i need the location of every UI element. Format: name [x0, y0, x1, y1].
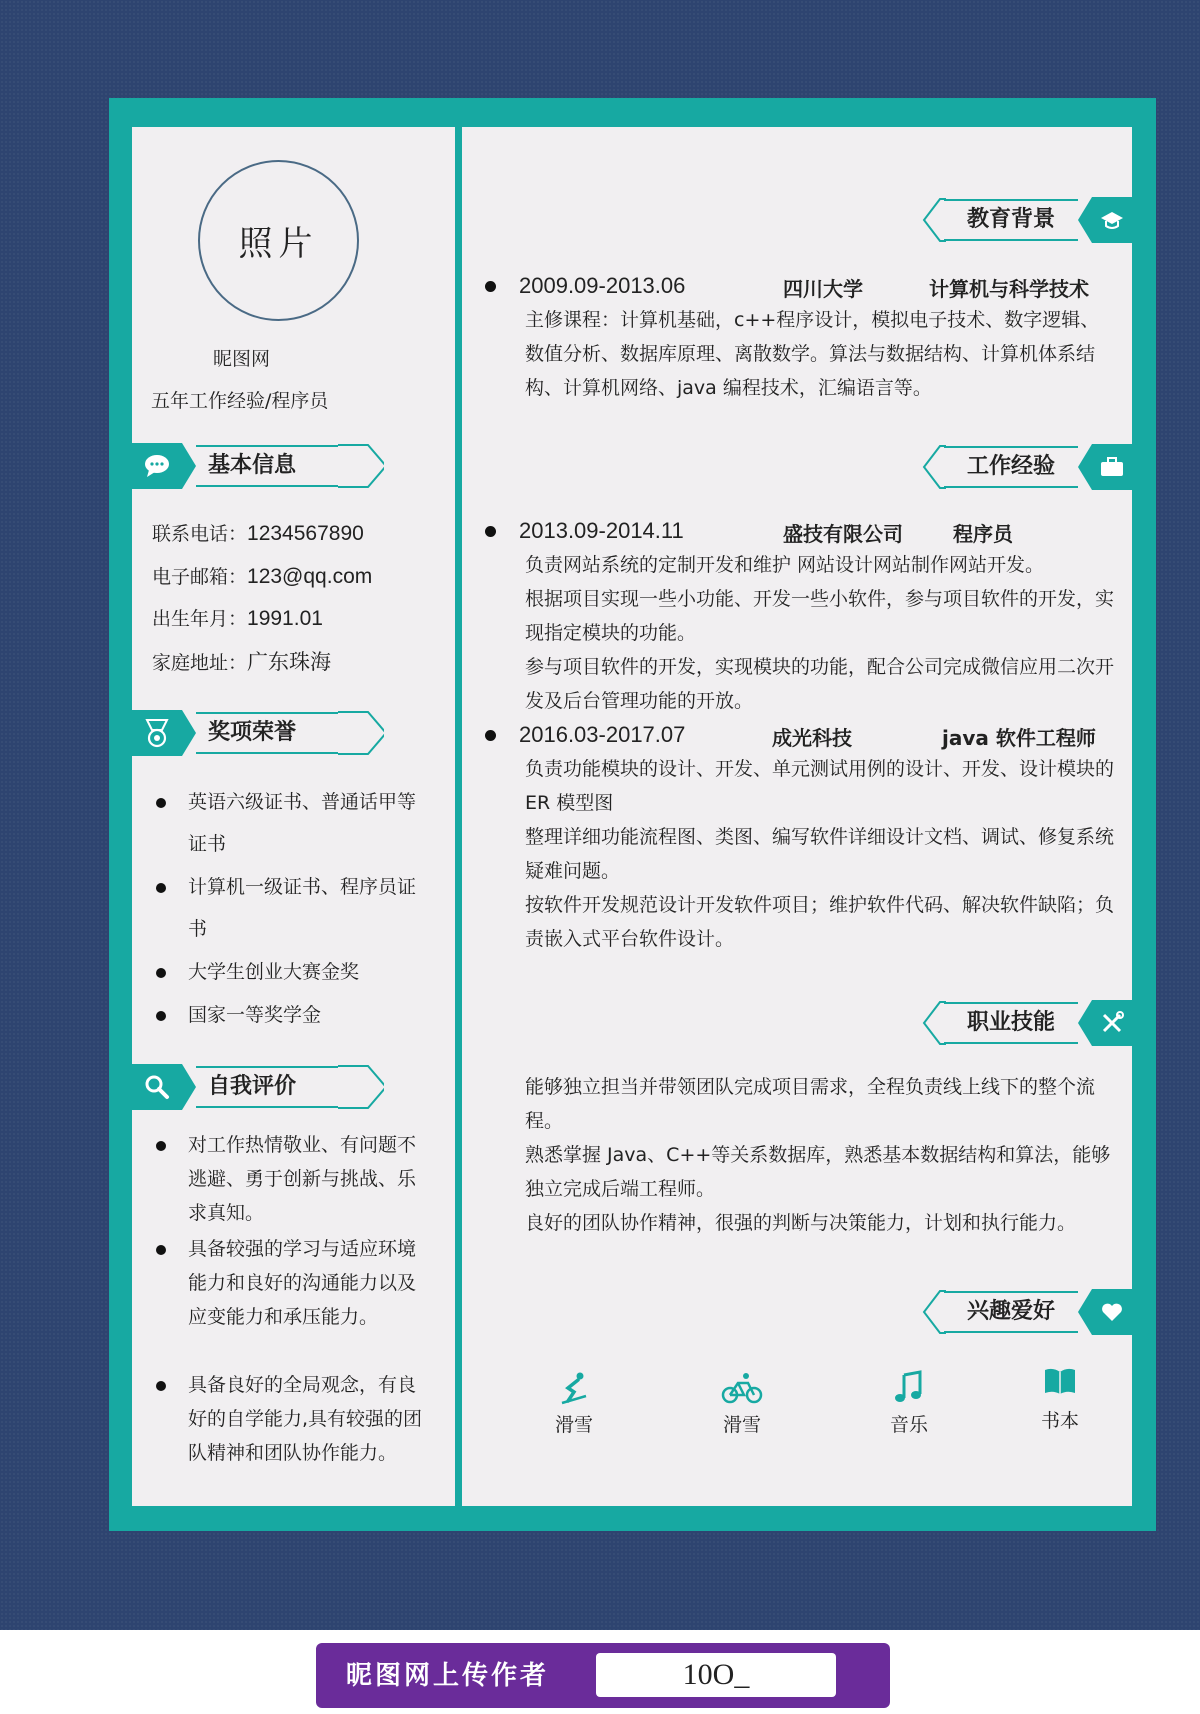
list-item: 具备良好的全局观念，有良好的自学能力,具有较强的团队精神和团队协作能力。	[188, 1368, 428, 1470]
hobby-item: 滑雪	[534, 1370, 614, 1437]
graduation-cap-icon	[1092, 197, 1132, 243]
medal-icon	[132, 710, 182, 756]
section-title: 兴趣爱好	[944, 1291, 1078, 1333]
section-title: 教育背景	[944, 199, 1078, 241]
info-email: 电子邮箱：123@qq.com	[152, 565, 373, 588]
ski-icon	[534, 1370, 614, 1410]
info-birth: 出生年月：1991.01	[152, 607, 323, 630]
entry-bullet	[485, 526, 496, 537]
entry-bullet	[485, 281, 496, 292]
section-title: 工作经验	[944, 446, 1078, 488]
list-item: 大学生创业大赛金奖	[188, 951, 433, 993]
uploader-label: 昵图网上传作者	[346, 1661, 550, 1691]
section-header-education	[922, 197, 1132, 243]
candidate-name: 昵图网	[213, 348, 271, 370]
work-entry-header: 2016.03-2017.07 成光科技 java 软件工程师	[519, 722, 1096, 750]
hobby-item: 滑雪	[702, 1370, 782, 1437]
work-description: 负责功能模块的设计、开发、单元测试用例的设计、开发、设计模块的 ER 模型图 整理详细功能流程图、类图、编写软件详细设计文档、调试、修复系统疑难问题。 按软件开发规范设计开发软件项目；维护软件代码、解决软件缺陷；负责嵌入式平台软件设计。	[525, 758, 1115, 950]
uploader-banner	[316, 1643, 890, 1708]
chat-bubble-icon	[132, 443, 182, 489]
section-title: 基本信息	[196, 445, 338, 487]
education-entry-header: 2009.09-2013.06 四川大学 计算机与科学技术	[519, 273, 1089, 301]
search-icon	[132, 1064, 182, 1110]
info-address: 家庭地址：广东珠海	[152, 651, 332, 674]
section-title: 奖项荣誉	[196, 712, 338, 754]
section-title: 自我评价	[196, 1066, 338, 1108]
list-item: 具备较强的学习与适应环境能力和良好的沟通能力以及应变能力和承压能力。	[188, 1232, 428, 1334]
uploader-name: 10O_	[596, 1653, 836, 1697]
work-description: 负责网站系统的定制开发和维护 网站设计网站制作网站开发。 根据项目实现一些小功能、开发一些小软件，参与项目软件的开发，实现指定模块的功能。 参与项目软件的开发，实现模块的功能，配合公司完成微信应用二次开发及后台管理功能的开放。	[525, 554, 1115, 712]
tools-icon	[1092, 1000, 1132, 1046]
photo-placeholder: 照片	[198, 160, 359, 321]
section-header-self-eval	[132, 1064, 342, 1110]
section-header-work	[922, 444, 1132, 490]
briefcase-icon	[1092, 444, 1132, 490]
list-item: 对工作热情敬业、有问题不逃避、勇于创新与挑战、乐求真知。	[188, 1128, 428, 1230]
bicycle-icon	[702, 1370, 782, 1410]
skills-description: 能够独立担当并带领团队完成项目需求，全程负责线上线下的整个流程。 熟悉掌握 Java、C++等关系数据库，熟悉基本数据结构和算法，能够独立完成后端工程师。 良好的团队协作精神，很强的判断与决策能力，计划和执行能力。	[525, 1076, 1111, 1234]
section-header-basic-info	[132, 443, 342, 489]
section-header-awards	[132, 710, 342, 756]
work-entry-header: 2013.09-2014.11 盛技有限公司 程序员	[519, 518, 1013, 546]
entry-bullet	[485, 730, 496, 741]
list-item: 英语六级证书、普通话甲等证书	[188, 781, 433, 865]
book-icon	[1020, 1366, 1100, 1406]
music-note-icon	[869, 1370, 949, 1410]
education-description: 主修课程：计算机基础，c++程序设计，模拟电子技术、数字逻辑、数值分析、数据库原理、离散数学。算法与数据结构、计算机体系结构、计算机网络、java 编程技术，汇编语言等。	[525, 309, 1100, 399]
list-item: 计算机一级证书、程序员证书	[188, 866, 433, 950]
info-phone: 联系电话：1234567890	[152, 522, 364, 545]
section-header-skills	[922, 1000, 1132, 1046]
hobby-item: 书本	[1020, 1366, 1100, 1433]
list-item: 国家一等奖学金	[188, 994, 433, 1036]
section-header-hobbies	[922, 1289, 1132, 1335]
hobby-item: 音乐	[869, 1370, 949, 1437]
candidate-subtitle: 五年工作经验/程序员	[151, 390, 329, 412]
heart-icon	[1092, 1289, 1132, 1335]
section-title: 职业技能	[944, 1002, 1078, 1044]
